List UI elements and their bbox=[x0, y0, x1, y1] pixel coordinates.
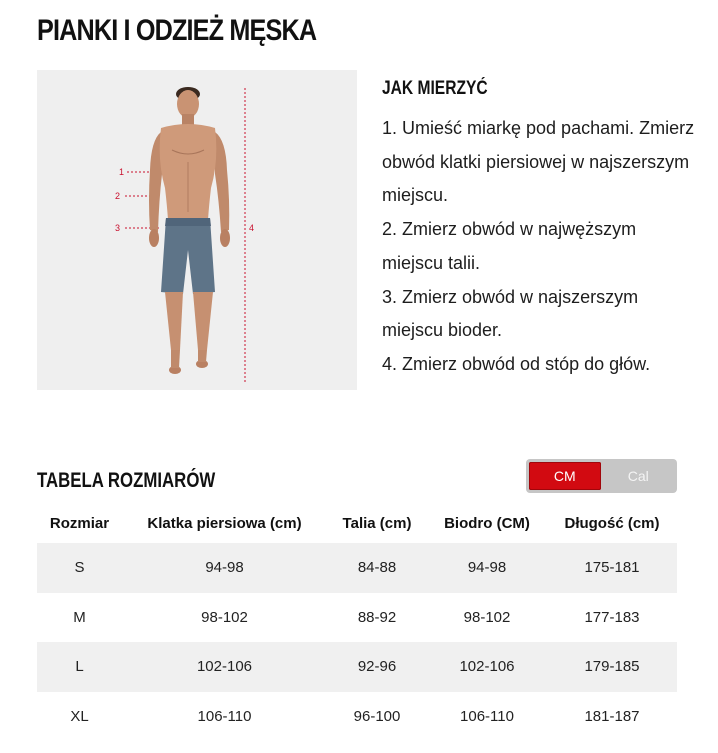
table-cell: 181-187 bbox=[584, 708, 640, 726]
table-cell: 94-98 bbox=[427, 543, 547, 593]
instruction-step-4: 4. Zmierz obwód od stóp do głów. bbox=[382, 353, 651, 374]
table-cell: 84-88 bbox=[327, 543, 427, 593]
table-header-row bbox=[37, 503, 677, 543]
instruction-step-2: 2. Zmierz obwód w najwęższym miejscu talii. bbox=[382, 219, 637, 273]
table-cell: 175-181 bbox=[547, 543, 677, 593]
table-cell: 102-106 bbox=[122, 642, 327, 692]
table-cell: M bbox=[73, 608, 86, 626]
header-size: Rozmiar bbox=[49, 514, 110, 532]
table-cell: 94-98 bbox=[122, 543, 327, 593]
table-cell: 106-110 bbox=[197, 708, 252, 726]
unit-toggle[interactable] bbox=[526, 459, 677, 493]
instruction-step-3: 3. Zmierz obwód w najszerszym miejscu bioder. bbox=[382, 286, 639, 341]
table-row bbox=[37, 692, 677, 742]
table-cell: L bbox=[37, 642, 122, 692]
marker-3: 3 bbox=[115, 223, 121, 233]
header-length: Długość (cm) bbox=[564, 514, 660, 532]
page-title: PIANKI I ODZIEŻ MĘSKA bbox=[37, 14, 317, 47]
table-cell: 88-92 bbox=[357, 608, 397, 626]
table-row bbox=[37, 593, 677, 643]
table-cell: S bbox=[37, 543, 122, 593]
size-table bbox=[37, 503, 677, 741]
model-figure bbox=[37, 70, 357, 390]
size-table-title: TABELA ROZMIARÓW bbox=[37, 469, 216, 492]
table-cell: 177-183 bbox=[584, 608, 640, 626]
table-cell: 92-96 bbox=[327, 642, 427, 692]
unit-cm-button[interactable]: CM bbox=[529, 462, 601, 490]
instruction-step-1: 1. Umieść miarkę pod pachami. Zmierz obwód klatki piersiowej w najszerszym miejscu. bbox=[382, 118, 695, 206]
table-row bbox=[37, 543, 677, 593]
table-cell: 98-102 bbox=[201, 608, 248, 626]
table-cell: 96-100 bbox=[353, 708, 401, 726]
header-hip: Biodro (CM) bbox=[444, 514, 530, 532]
marker-2: 2 bbox=[115, 191, 121, 201]
model-measurement-image bbox=[37, 70, 357, 390]
how-to-measure-title: JAK MIERZYĆ bbox=[382, 78, 488, 99]
marker-4: 4 bbox=[249, 223, 255, 233]
table-cell: 179-185 bbox=[547, 642, 677, 692]
header-chest: Klatka piersiowa (cm) bbox=[147, 514, 302, 532]
header-waist: Talia (cm) bbox=[342, 514, 412, 532]
table-cell: 102-106 bbox=[427, 642, 547, 692]
measure-instructions bbox=[382, 112, 702, 382]
table-row bbox=[37, 642, 677, 692]
table-cell: XL bbox=[70, 708, 89, 726]
table-cell: 98-102 bbox=[463, 608, 511, 626]
unit-inch-button[interactable]: Cal bbox=[603, 462, 675, 490]
marker-1: 1 bbox=[119, 167, 125, 177]
person-figure bbox=[149, 87, 230, 374]
table-cell: 106-110 bbox=[460, 708, 514, 726]
